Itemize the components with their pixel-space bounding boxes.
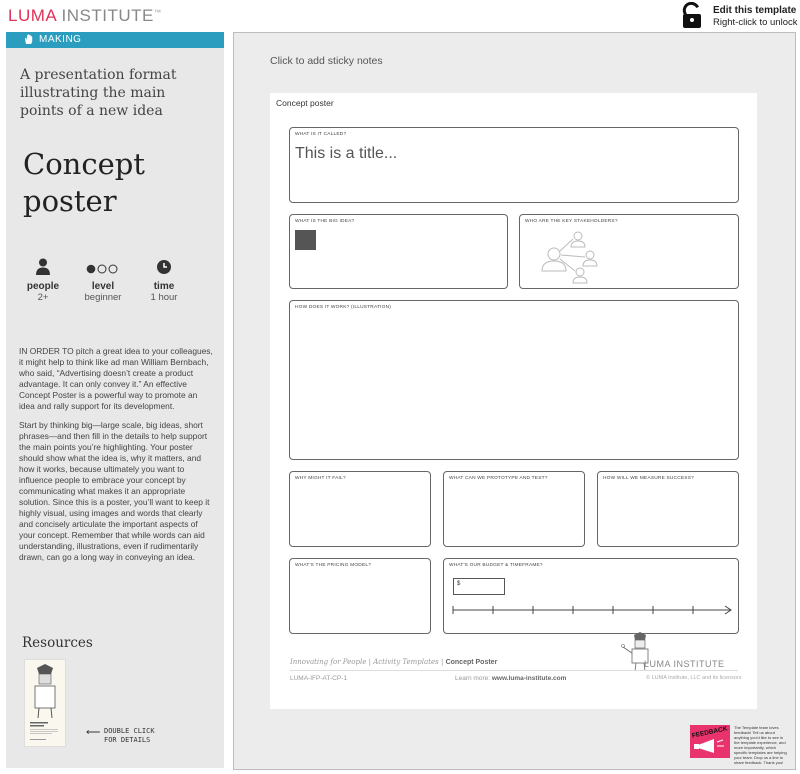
hand-icon <box>24 34 34 45</box>
description-paragraph-1: IN ORDER TO pitch a great idea to your colleagues, it might help to think like ad man William Bernbach, who said, “Advertising doesn’t create a product advantage. It can only convey it.” An effective Concept Poster is a powerful way to promote an idea and rally support for its development. <box>19 346 213 411</box>
meta-people <box>26 258 60 303</box>
resource-thumbnail[interactable] <box>24 659 66 747</box>
footer-learn-prefix: Learn more: <box>455 675 492 682</box>
section-label-prototype: WHAT CAN WE PROTOTYPE AND TEST? <box>449 476 548 481</box>
edit-template-subtitle: Right-click to unlock <box>713 17 798 28</box>
megaphone-icon <box>690 725 730 758</box>
budget-field[interactable] <box>453 578 505 595</box>
timeline-icon <box>452 604 734 616</box>
section-how-it-works[interactable] <box>289 300 739 460</box>
footer-series-prefix: Innovating for People | Activity Templates | <box>290 658 446 666</box>
description-paragraph-2: Start by thinking big—large scale, big ideas, short phrases—and then fill in the details to help support the main points you’re highlighting. Your poster should show what the idea is, why it matters, and how it works, because ultimately you want to influence people to embrace your concept by communicating what makes it an appropriate solution. Since this is a poster, you’ll want to keep it highly visual, using images and words that clearly and concisely articulate the important aspects of your concept. Remember that while words can aid understanding, illustrations, even if rudimentarily drawn, can go a long way in conveying an idea. <box>19 420 210 562</box>
luma-logo <box>8 6 161 26</box>
section-label-big-idea: WHAT IS THE BIG IDEA? <box>295 219 355 224</box>
section-prototype[interactable] <box>443 471 585 547</box>
section-pricing[interactable] <box>289 558 431 634</box>
section-label-called: WHAT IS IT CALLED? <box>295 132 347 137</box>
resources-heading: Resources <box>22 635 93 651</box>
poster-title: Concept poster <box>276 98 334 108</box>
stakeholders-icon <box>530 227 604 285</box>
footer-code: LUMA-IFP-AT-CP-1 <box>290 675 347 682</box>
section-label-stakeholders: WHO ARE THE KEY STAKEHOLDERS? <box>525 219 618 224</box>
double-click-line-2: FOR DETAILS <box>104 736 151 744</box>
meta-time <box>144 258 184 303</box>
resource-illustration-icon <box>25 660 65 746</box>
footer-template-name: Concept Poster <box>445 659 498 666</box>
meta-level <box>80 258 126 303</box>
meta-time-value: 1 hour <box>150 292 178 303</box>
meta-level-label: level <box>91 281 115 292</box>
section-label-budget: WHAT'S OUR BUDGET & TIMEFRAME? <box>449 563 543 568</box>
footer-copyright: © LUMA Institute, LLC and its licensors <box>646 675 742 681</box>
section-label-pricing: WHAT'S THE PRICING MODEL? <box>295 563 372 568</box>
meta-people-label: people <box>26 281 60 292</box>
section-what-called[interactable] <box>289 127 739 203</box>
method-description <box>19 346 215 571</box>
section-budget-timeframe[interactable] <box>443 558 739 634</box>
footer-logo: LUMA INSTITUTE <box>644 659 725 669</box>
double-click-hint <box>104 727 155 745</box>
method-tagline: A presentation format illustrating the main points of a new idea <box>20 67 177 119</box>
title-placeholder[interactable]: This is a title... <box>295 145 398 162</box>
double-click-line-1: DOUBLE CLICK <box>104 727 155 735</box>
logo-brand: LUMA <box>8 6 57 25</box>
section-big-idea[interactable] <box>289 214 508 289</box>
footer-learn-more <box>455 675 566 682</box>
meta-level-value: beginner <box>84 292 122 303</box>
footer-series <box>290 658 497 666</box>
budget-symbol: $ <box>457 581 461 587</box>
method-title: Concept poster <box>23 147 145 218</box>
logo-mark: ™ <box>153 9 162 17</box>
section-label-measure: HOW WILL WE MEASURE SUCCESS? <box>603 476 694 481</box>
section-label-fail: WHY MIGHT IT FAIL? <box>295 476 346 481</box>
person-icon <box>36 258 50 276</box>
concept-poster-sheet <box>270 93 757 709</box>
footer-learn-url[interactable]: www.luma-institute.com <box>491 675 567 682</box>
section-stakeholders[interactable] <box>519 214 739 289</box>
template-canvas[interactable] <box>233 32 796 770</box>
lock-icon[interactable] <box>680 2 706 30</box>
category-bar <box>6 32 224 48</box>
section-measure[interactable] <box>597 471 739 547</box>
sticky-note[interactable] <box>295 230 316 250</box>
logo-suffix: INSTITUTE <box>61 6 154 25</box>
category-label: MAKING <box>39 34 82 45</box>
edit-template-title[interactable]: Edit this template <box>713 5 797 16</box>
section-why-fail[interactable] <box>289 471 431 547</box>
meta-time-label: time <box>153 281 175 292</box>
arrow-left-icon: ⟵ <box>86 727 101 738</box>
level-dots-icon <box>86 258 120 276</box>
footer-divider <box>290 670 738 671</box>
clock-icon <box>156 258 172 276</box>
feedback-label: FEEDBACK <box>691 725 729 740</box>
section-label-how-works: HOW DOES IT WORK? (ILLUSTRATION) <box>295 305 392 310</box>
feedback-text: The Template team loves feedback! Tell us about anything you'd like to see in the template experience, and more importantly, which specific templates are helping your team. Drop us a line to share feedback. Thank you! <box>734 725 787 765</box>
feedback-badge[interactable] <box>690 725 730 758</box>
method-sidebar <box>6 32 224 768</box>
meta-people-value: 2+ <box>37 292 49 303</box>
sticky-notes-hint[interactable]: Click to add sticky notes <box>270 55 383 67</box>
